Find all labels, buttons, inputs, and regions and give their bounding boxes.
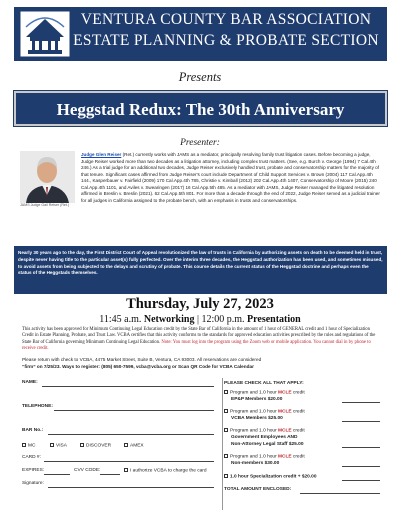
option2-credit: credit xyxy=(291,409,305,415)
mcle-text: This activity has been approved for Minimum Continuing Legal Education credit by the State Bar of California in the amount of 1 hour of GENERAL credit and 1 hour of Specialization Credit in Estate Planning, Probate, and Trust Law. VCBA certifies that this activity conforms to the standards for approved education activities prescribed by the rules and regulations of the State Bar of California governing Minimum Continuing Legal Education. xyxy=(22,327,376,345)
telephone-field[interactable] xyxy=(54,410,214,411)
time-separator: | xyxy=(196,314,199,325)
signature-field[interactable] xyxy=(48,487,214,488)
presentation-label: Presentation xyxy=(247,314,301,325)
option2-amount-field[interactable] xyxy=(342,421,380,422)
option-specialization[interactable] xyxy=(224,474,317,479)
card-type-visa[interactable] xyxy=(50,443,67,448)
option1-mcle: MCLE xyxy=(278,390,292,396)
specialization-label: 1.0 hour Specialization credit + $20.00 xyxy=(230,474,317,480)
option2-text: Program and 1.0 hour xyxy=(230,409,278,415)
presents-label: Presents xyxy=(178,70,222,84)
program-title: Heggstad Redux: The 30th Anniversary xyxy=(56,100,345,119)
option3-amount-field[interactable] xyxy=(342,447,380,448)
name-field[interactable] xyxy=(42,386,214,387)
start-time: 11:45 a.m. xyxy=(99,314,142,325)
option-government[interactable] xyxy=(224,428,305,433)
option3-mcle: MCLE xyxy=(278,428,292,434)
option3-credit: credit xyxy=(291,428,305,434)
option-vcba-members[interactable] xyxy=(224,409,305,414)
form-divider xyxy=(222,378,223,510)
course-summary-box xyxy=(14,246,387,294)
return-instructions xyxy=(22,357,382,370)
event-date: Thursday, July 27, 2023 xyxy=(126,296,274,312)
authorize-label: I authorize VCBA to charge the card xyxy=(130,468,207,474)
signature-label: Signature: xyxy=(22,481,44,486)
card-number-label: CARD #: xyxy=(22,455,41,460)
expires-field[interactable] xyxy=(44,474,70,475)
name-label: NAME: xyxy=(22,380,38,385)
card-type-amex[interactable] xyxy=(124,443,144,448)
presenter-bio xyxy=(81,152,384,205)
option1-checkbox[interactable] xyxy=(224,390,228,394)
networking-label: Networking xyxy=(143,314,195,325)
specialization-checkbox[interactable] xyxy=(224,474,228,478)
presentation-time: 12:00 p.m. xyxy=(201,314,245,325)
option3-checkbox[interactable] xyxy=(224,428,228,432)
discover-label: DISCOVER xyxy=(86,443,112,449)
mcle-note: Note: You must log into the program using the Zoom web or mobile application. You cannot dial in by phone to receive credit. xyxy=(22,339,371,352)
telephone-label: TELEPHONE: xyxy=(22,404,53,409)
bar-number-label: BAR No.: xyxy=(22,428,44,433)
option-epp-members[interactable] xyxy=(224,390,305,395)
option3-line2: Government Employees AND xyxy=(231,435,298,440)
option4-amount-field[interactable] xyxy=(342,466,380,467)
option3-price: Non-Attorney Legal Staff $25.00 xyxy=(231,442,304,447)
option4-price: Non-members $30.00 xyxy=(231,461,280,466)
visa-checkbox[interactable] xyxy=(50,443,54,447)
bar-number-field[interactable] xyxy=(48,434,214,435)
option1-amount-field[interactable] xyxy=(342,402,380,403)
title-banner xyxy=(14,91,387,126)
cvv-field[interactable] xyxy=(100,474,120,475)
option1-price: EP&P Members $20.00 xyxy=(231,397,283,402)
mcle-notice xyxy=(22,327,382,353)
card-type-mc[interactable] xyxy=(22,443,35,448)
authorize-checkbox[interactable] xyxy=(124,468,128,472)
authorize-charge[interactable] xyxy=(124,468,207,473)
visa-label: VISA xyxy=(56,443,67,449)
registration-ways: Ways to register: (805) 650-7599, vcba@vcba.org or Scan QR Code for VCBA Calendar xyxy=(60,363,254,369)
option3-text: Program and 1.0 hour xyxy=(230,428,278,434)
vcba-logo-icon xyxy=(20,11,70,57)
option4-mcle: MCLE xyxy=(278,454,292,460)
option4-checkbox[interactable] xyxy=(224,454,228,458)
check-all-heading: PLEASE CHECK ALL THAT APPLY: xyxy=(224,381,304,386)
card-type-discover[interactable] xyxy=(80,443,111,448)
event-time xyxy=(0,314,400,325)
total-label: TOTAL AMOUNT ENCLOSED: xyxy=(224,487,292,492)
option2-price: VCBA Members $25.00 xyxy=(231,416,283,421)
mc-label: MC xyxy=(28,443,36,449)
photo-caption: JAMS Judge Gail Reiser (Ret.) xyxy=(20,203,70,207)
bio-text: (Ret.) currently works with JAMS as a mediator, principally resolving family trust litigation cases. Before becoming a judge, Judge Reiser worked more than two decades as a litigation attorney, including complex trust matters. (See, e.g. Burch v. George (1994) 7 Cal.4th 246.) As a trial judge for an additional two decades, Judge Reiser exclusively handled trust, probate and conservatorship matters for the majority of that tenure. Significant cases affirmed from Judge Reiser's court include Department of Child Support Services v. Brown (2004) 117 Cal.App.4th 144., Kasperbauer v. Fairfield (2009) 170 Cal.App.4th 785, Christie v. Kimball (2012) 202 Cal.App.4th 1407, Conservatorship of Moore (2015) 240 Cal.App.4th 1101, and Aviles v. Swearingen (2017) 16 Cal.App.5th 485. As a mediator with JAMS, Judge Reiser managed the litigated resolution affirmed in Breslin v. Breslin (2021). 62 Cal.App.5th 801. For more than a decade through the end of 2022, Judge Reiser served as a judicial trainer for all judges in California assigned to the probate bench, with an emphasis in trusts and conservatorships. xyxy=(81,152,380,203)
option1-credit: credit xyxy=(291,390,305,396)
total-amount-field[interactable] xyxy=(300,493,380,494)
card-number-field[interactable] xyxy=(44,461,214,462)
presenter-label: Presenter: xyxy=(180,138,220,148)
discover-checkbox[interactable] xyxy=(80,443,84,447)
org-section-line2: ESTATE PLANNING & PROBATE SECTION xyxy=(73,32,379,49)
specialization-amount-field[interactable] xyxy=(342,480,380,481)
presenter-photo xyxy=(20,151,75,203)
option-non-members[interactable] xyxy=(224,454,305,459)
option4-credit: credit xyxy=(291,454,305,460)
option2-checkbox[interactable] xyxy=(224,409,228,413)
return-line1: Please return with check to VCBA, 4475 Market Street, Suite B, Ventura, CA 93003. All reservations are considered xyxy=(22,357,262,362)
mc-checkbox[interactable] xyxy=(22,443,26,447)
option1-text: Program and 1.0 hour xyxy=(230,390,278,396)
option4-text: Program and 1.0 hour xyxy=(230,454,278,460)
cvv-label: CVV CODE: xyxy=(74,468,101,473)
amex-label: AMEX xyxy=(130,443,144,449)
amex-checkbox[interactable] xyxy=(124,443,128,447)
org-name-line1: VENTURA COUNTY BAR ASSOCIATION xyxy=(80,11,372,28)
expires-label: EXPIRES: xyxy=(22,468,45,473)
course-summary-text: Nearly 30 years ago to the day, the First District Court of Appeal revolutionized the law of trusts in California by authorizing assets on death to be deemed held in trust, despite never having title to the particular asset(s) fully perfected. Over the interim three decades, the Heggstad authorization has been used, and sometimes misused, to avoid assets from being subjected to the delays and scrutiny of probate. This course details the current status of the Heggstad doctrine and perhaps even the status of the Heggstads themselves. xyxy=(18,250,383,276)
presenter-name-link[interactable]: Judge Glen Reiser xyxy=(81,152,122,157)
option2-mcle: MCLE xyxy=(278,409,292,415)
firm-date: “firm” on 7/25/23. xyxy=(22,363,61,369)
